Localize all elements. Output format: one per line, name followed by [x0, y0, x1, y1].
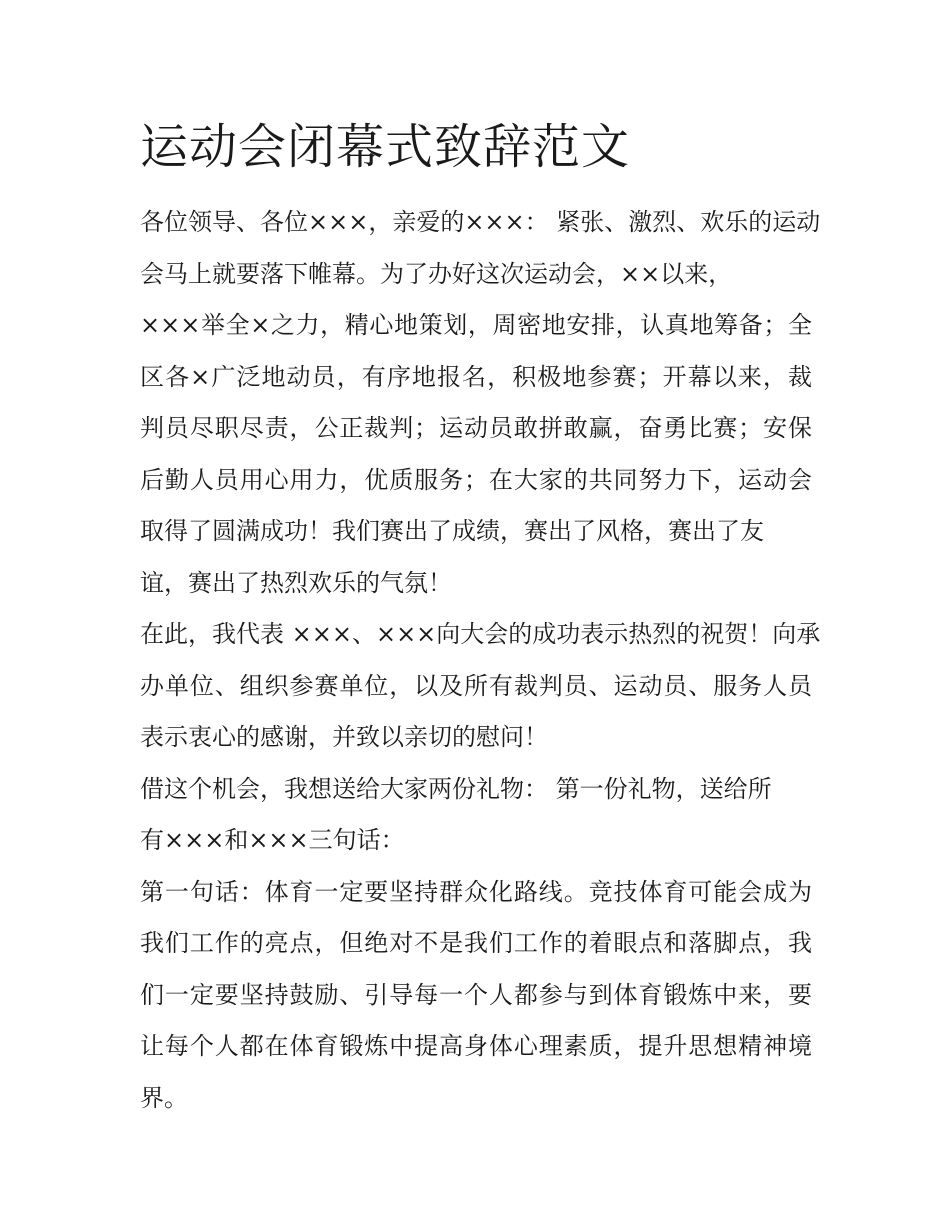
text-line: 谊，赛出了热烈欢乐的气氛！ — [140, 568, 452, 597]
text-line: 让每个人都在体育锻炼中提高身体心理素质，提升思想精神境 — [140, 1032, 812, 1060]
text-line: 判员尽职尽责，公正裁判；运动员敢拼敢赢，奋勇比赛；安保 — [140, 414, 812, 442]
text-line: 各位领导、各位×××，亲爱的×××： 紧张、激烈、欢乐的运动 — [140, 208, 821, 236]
document-body — [140, 197, 821, 1124]
text-line: 在此，我代表 ×××、×××向大会的成功表示热烈的祝贺！向承 — [140, 620, 821, 648]
text-line: 有×××和×××三句话： — [140, 826, 405, 854]
text-line: 会马上就要落下帷幕。为了办好这次运动会，××以来， — [140, 259, 733, 288]
text-line: 我们工作的亮点，但绝对不是我们工作的着眼点和落脚点，我 — [140, 929, 812, 957]
text-line: 表示衷心的感谢，并致以亲切的慰问！ — [140, 723, 548, 751]
text-line: 办单位、组织参赛单位，以及所有裁判员、运动员、服务人员 — [140, 671, 812, 700]
text-line: ×××举全×之力，精心地策划，周密地安排，认真地筹备；全 — [140, 311, 812, 339]
text-line: 界。 — [140, 1083, 188, 1112]
document-title: 运动会闭幕式致辞范文 — [140, 119, 631, 175]
text-line: 取得了圆满成功！我们赛出了成绩，赛出了风格，赛出了友 — [140, 517, 764, 545]
text-line: 借这个机会，我想送给大家两份礼物： 第一份礼物，送给所 — [140, 774, 772, 803]
text-line: 第一句话：体育一定要坚持群众化路线。竞技体育可能会成为 — [140, 877, 812, 906]
text-line: 后勤人员用心用力，优质服务；在大家的共同努力下，运动会 — [140, 465, 812, 494]
text-line: 区各×广泛地动员，有序地报名，积极地参赛；开幕以来，裁 — [140, 362, 812, 391]
text-line: 们一定要坚持鼓励、引导每一个人都参与到体育锻炼中来，要 — [140, 980, 812, 1009]
